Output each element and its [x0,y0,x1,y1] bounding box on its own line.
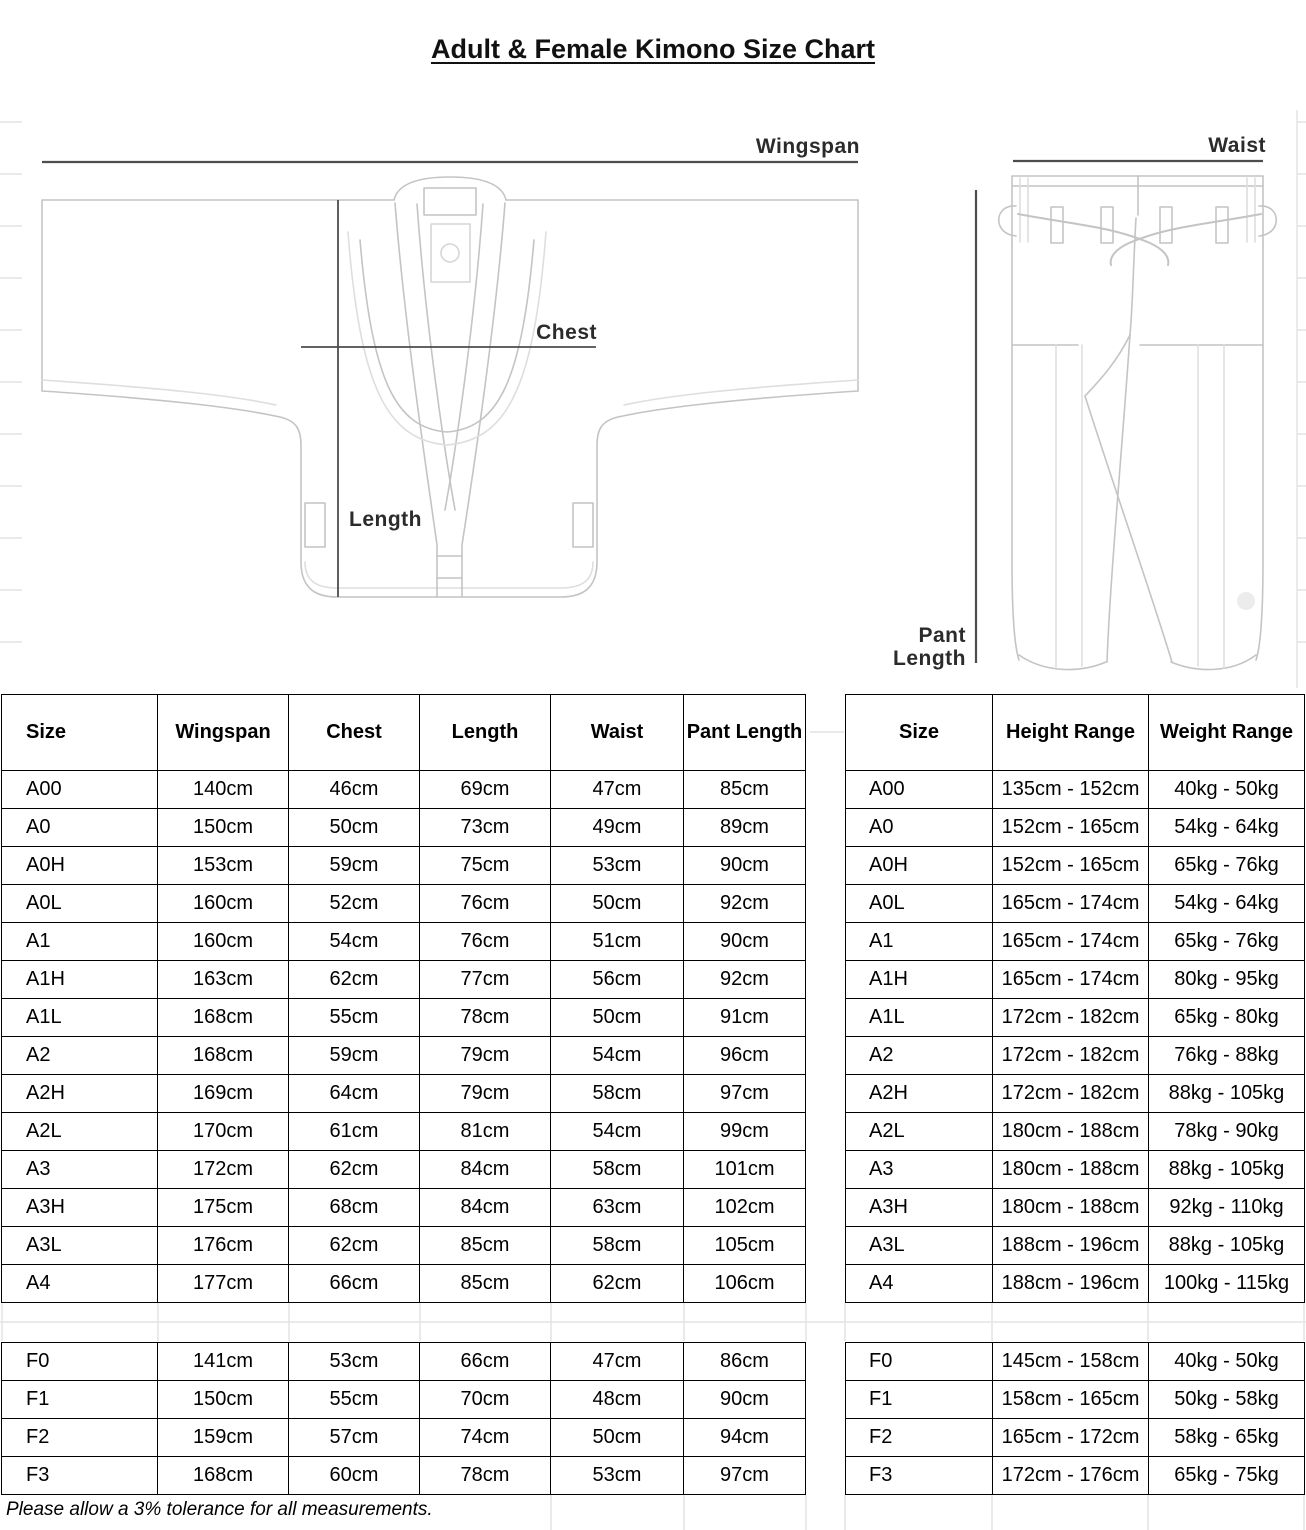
value-cell: 49cm [551,809,684,847]
size-cell: A2 [2,1037,158,1075]
value-cell: 54kg - 64kg [1149,809,1305,847]
value-cell: 48cm [551,1381,684,1419]
value-cell: 96cm [684,1037,806,1075]
value-cell: 50kg - 58kg [1149,1381,1305,1419]
value-cell: 85cm [420,1227,551,1265]
value-cell: 53cm [289,1343,420,1381]
value-cell: 152cm - 165cm [993,809,1149,847]
table-header-row [2,695,806,771]
table-row [846,1457,1305,1495]
value-cell: 102cm [684,1189,806,1227]
value-cell: 73cm [420,809,551,847]
value-cell: 52cm [289,885,420,923]
value-cell: 168cm [158,999,289,1037]
value-cell: 163cm [158,961,289,999]
value-cell: 78cm [420,1457,551,1495]
waist-label: Waist [1208,134,1266,157]
value-cell: 47cm [551,771,684,809]
value-cell: 59cm [289,1037,420,1075]
value-cell: 135cm - 152cm [993,771,1149,809]
value-cell: 80kg - 95kg [1149,961,1305,999]
value-cell: 101cm [684,1151,806,1189]
column-header: Weight Range [1149,695,1305,771]
value-cell: 180cm - 188cm [993,1113,1149,1151]
table-row [2,885,806,923]
table-row [846,1227,1305,1265]
size-cell: A0L [2,885,158,923]
value-cell: 55cm [289,1381,420,1419]
value-cell: 99cm [684,1113,806,1151]
value-cell: 160cm [158,885,289,923]
table-row [846,1343,1305,1381]
size-cell: A1 [2,923,158,961]
table-row [846,809,1305,847]
length-label: Length [349,508,422,531]
value-cell: 88kg - 105kg [1149,1075,1305,1113]
table-row [846,1189,1305,1227]
size-cell: A1L [2,999,158,1037]
value-cell: 50cm [551,999,684,1037]
value-cell: 47cm [551,1343,684,1381]
jacket-illustration [42,177,858,597]
measurements-table-adult [1,694,806,1303]
size-cell: A0H [2,847,158,885]
column-header: Waist [551,695,684,771]
value-cell: 62cm [289,961,420,999]
table-row [846,923,1305,961]
size-cell: F2 [846,1419,993,1457]
size-cell: A2H [846,1075,993,1113]
value-cell: 85cm [420,1265,551,1303]
size-cell: F0 [2,1343,158,1381]
value-cell: 165cm - 172cm [993,1419,1149,1457]
value-cell: 92kg - 110kg [1149,1189,1305,1227]
value-cell: 165cm - 174cm [993,885,1149,923]
wingspan-label: Wingspan [755,135,860,158]
value-cell: 50cm [551,1419,684,1457]
value-cell: 65kg - 76kg [1149,923,1305,961]
table-row [2,999,806,1037]
value-cell: 90cm [684,1381,806,1419]
value-cell: 62cm [289,1151,420,1189]
value-cell: 141cm [158,1343,289,1381]
value-cell: 78kg - 90kg [1149,1113,1305,1151]
table-row [2,923,806,961]
value-cell: 168cm [158,1457,289,1495]
value-cell: 54cm [289,923,420,961]
value-cell: 40kg - 50kg [1149,771,1305,809]
value-cell: 78cm [420,999,551,1037]
value-cell: 53cm [551,847,684,885]
value-cell: 169cm [158,1075,289,1113]
value-cell: 66cm [420,1343,551,1381]
value-cell: 165cm - 174cm [993,961,1149,999]
value-cell: 172cm - 182cm [993,999,1149,1037]
pant-length-label-line1: Pant [918,624,966,647]
value-cell: 64cm [289,1075,420,1113]
size-cell: A3 [2,1151,158,1189]
size-cell: F2 [2,1419,158,1457]
value-cell: 90cm [684,847,806,885]
value-cell: 88kg - 105kg [1149,1227,1305,1265]
value-cell: 140cm [158,771,289,809]
value-cell: 160cm [158,923,289,961]
value-cell: 40kg - 50kg [1149,1343,1305,1381]
value-cell: 81cm [420,1113,551,1151]
value-cell: 56cm [551,961,684,999]
table-row [846,999,1305,1037]
size-cell: A1L [846,999,993,1037]
value-cell: 170cm [158,1113,289,1151]
value-cell: 94cm [684,1419,806,1457]
value-cell: 85cm [684,771,806,809]
size-cell: A3L [2,1227,158,1265]
value-cell: 76cm [420,885,551,923]
pant-length-label-line2: Length [893,647,966,670]
value-cell: 61cm [289,1113,420,1151]
size-cell: F3 [846,1457,993,1495]
value-cell: 84cm [420,1151,551,1189]
value-cell: 79cm [420,1075,551,1113]
sheet-gridlines-right [1297,110,1306,688]
size-cell: A2L [2,1113,158,1151]
value-cell: 172cm - 176cm [993,1457,1149,1495]
value-cell: 62cm [289,1227,420,1265]
value-cell: 180cm - 188cm [993,1151,1149,1189]
value-cell: 188cm - 196cm [993,1227,1149,1265]
size-cell: F1 [2,1381,158,1419]
size-cell: A2H [2,1075,158,1113]
table-row [846,885,1305,923]
table-row [2,1227,806,1265]
table-row [2,1381,806,1419]
value-cell: 57cm [289,1419,420,1457]
value-cell: 152cm - 165cm [993,847,1149,885]
table-row [846,1265,1305,1303]
page-title: Adult & Female Kimono Size Chart [430,34,876,64]
value-cell: 172cm - 182cm [993,1075,1149,1113]
column-header: Chest [289,695,420,771]
table-row [2,809,806,847]
value-cell: 188cm - 196cm [993,1265,1149,1303]
size-cell: A2L [846,1113,993,1151]
size-cell: F0 [846,1343,993,1381]
value-cell: 180cm - 188cm [993,1189,1149,1227]
measurement-lines [42,161,1263,663]
table-row [2,961,806,999]
value-cell: 58cm [551,1227,684,1265]
table-row [846,847,1305,885]
value-cell: 86cm [684,1343,806,1381]
value-cell: 90cm [684,923,806,961]
table-row [2,1419,806,1457]
size-cell: A4 [846,1265,993,1303]
size-cell: A1H [846,961,993,999]
size-cell: A0 [2,809,158,847]
value-cell: 58cm [551,1151,684,1189]
size-cell: A3H [2,1189,158,1227]
value-cell: 69cm [420,771,551,809]
size-cell: A2 [846,1037,993,1075]
value-cell: 92cm [684,885,806,923]
size-cell: A0H [846,847,993,885]
value-cell: 68cm [289,1189,420,1227]
value-cell: 54cm [551,1113,684,1151]
value-cell: 172cm [158,1151,289,1189]
value-cell: 165cm - 174cm [993,923,1149,961]
value-cell: 89cm [684,809,806,847]
tolerance-note: Please allow a 3% tolerance for all measurements. [6,1499,433,1520]
size-cell: A0 [846,809,993,847]
value-cell: 65kg - 76kg [1149,847,1305,885]
size-cell: A00 [846,771,993,809]
value-cell: 145cm - 158cm [993,1343,1149,1381]
size-cell: A3 [846,1151,993,1189]
table-row [2,771,806,809]
value-cell: 59cm [289,847,420,885]
value-cell: 62cm [551,1265,684,1303]
value-cell: 60cm [289,1457,420,1495]
value-cell: 106cm [684,1265,806,1303]
value-cell: 63cm [551,1189,684,1227]
value-cell: 54kg - 64kg [1149,885,1305,923]
size-cell: A00 [2,771,158,809]
value-cell: 75cm [420,847,551,885]
value-cell: 105cm [684,1227,806,1265]
value-cell: 150cm [158,1381,289,1419]
pants-illustration [999,176,1277,670]
table-row [2,1037,806,1075]
table-row [846,1151,1305,1189]
table-row [846,771,1305,809]
table-row [2,1113,806,1151]
table-row [846,1419,1305,1457]
fit-table-adult [845,694,1305,1303]
value-cell: 177cm [158,1265,289,1303]
table-row [846,1075,1305,1113]
value-cell: 51cm [551,923,684,961]
table-row [2,1343,806,1381]
size-cell: F3 [2,1457,158,1495]
value-cell: 58cm [551,1075,684,1113]
fit-table-female [845,1342,1305,1495]
table-row [2,1075,806,1113]
sheet-gridlines-left [0,122,22,642]
size-cell: F1 [846,1381,993,1419]
value-cell: 65kg - 80kg [1149,999,1305,1037]
table-row [846,961,1305,999]
table-row [2,1457,806,1495]
value-cell: 46cm [289,771,420,809]
value-cell: 54cm [551,1037,684,1075]
value-cell: 176cm [158,1227,289,1265]
value-cell: 150cm [158,809,289,847]
value-cell: 153cm [158,847,289,885]
value-cell: 66cm [289,1265,420,1303]
value-cell: 55cm [289,999,420,1037]
value-cell: 79cm [420,1037,551,1075]
column-header: Wingspan [158,695,289,771]
table-row [2,1151,806,1189]
chest-label: Chest [536,321,597,344]
value-cell: 65kg - 75kg [1149,1457,1305,1495]
value-cell: 74cm [420,1419,551,1457]
size-cell: A3H [846,1189,993,1227]
value-cell: 58kg - 65kg [1149,1419,1305,1457]
table-header-row [846,695,1305,771]
column-header: Pant Length [684,695,806,771]
column-header: Size [2,695,158,771]
value-cell: 50cm [551,885,684,923]
measurements-table-female [1,1342,806,1495]
value-cell: 50cm [289,809,420,847]
value-cell: 158cm - 165cm [993,1381,1149,1419]
column-header: Height Range [993,695,1149,771]
table-row [2,1189,806,1227]
table-row [2,1265,806,1303]
value-cell: 84cm [420,1189,551,1227]
table-row [846,1381,1305,1419]
value-cell: 91cm [684,999,806,1037]
value-cell: 88kg - 105kg [1149,1151,1305,1189]
value-cell: 97cm [684,1075,806,1113]
size-cell: A0L [846,885,993,923]
size-cell: A1 [846,923,993,961]
value-cell: 76kg - 88kg [1149,1037,1305,1075]
column-header: Size [846,695,993,771]
value-cell: 175cm [158,1189,289,1227]
value-cell: 172cm - 182cm [993,1037,1149,1075]
value-cell: 97cm [684,1457,806,1495]
value-cell: 168cm [158,1037,289,1075]
value-cell: 70cm [420,1381,551,1419]
value-cell: 77cm [420,961,551,999]
column-header: Length [420,695,551,771]
table-row [846,1037,1305,1075]
size-cell: A3L [846,1227,993,1265]
value-cell: 76cm [420,923,551,961]
value-cell: 100kg - 115kg [1149,1265,1305,1303]
value-cell: 159cm [158,1419,289,1457]
table-row [846,1113,1305,1151]
size-cell: A4 [2,1265,158,1303]
table-row [2,847,806,885]
value-cell: 92cm [684,961,806,999]
size-cell: A1H [2,961,158,999]
value-cell: 53cm [551,1457,684,1495]
